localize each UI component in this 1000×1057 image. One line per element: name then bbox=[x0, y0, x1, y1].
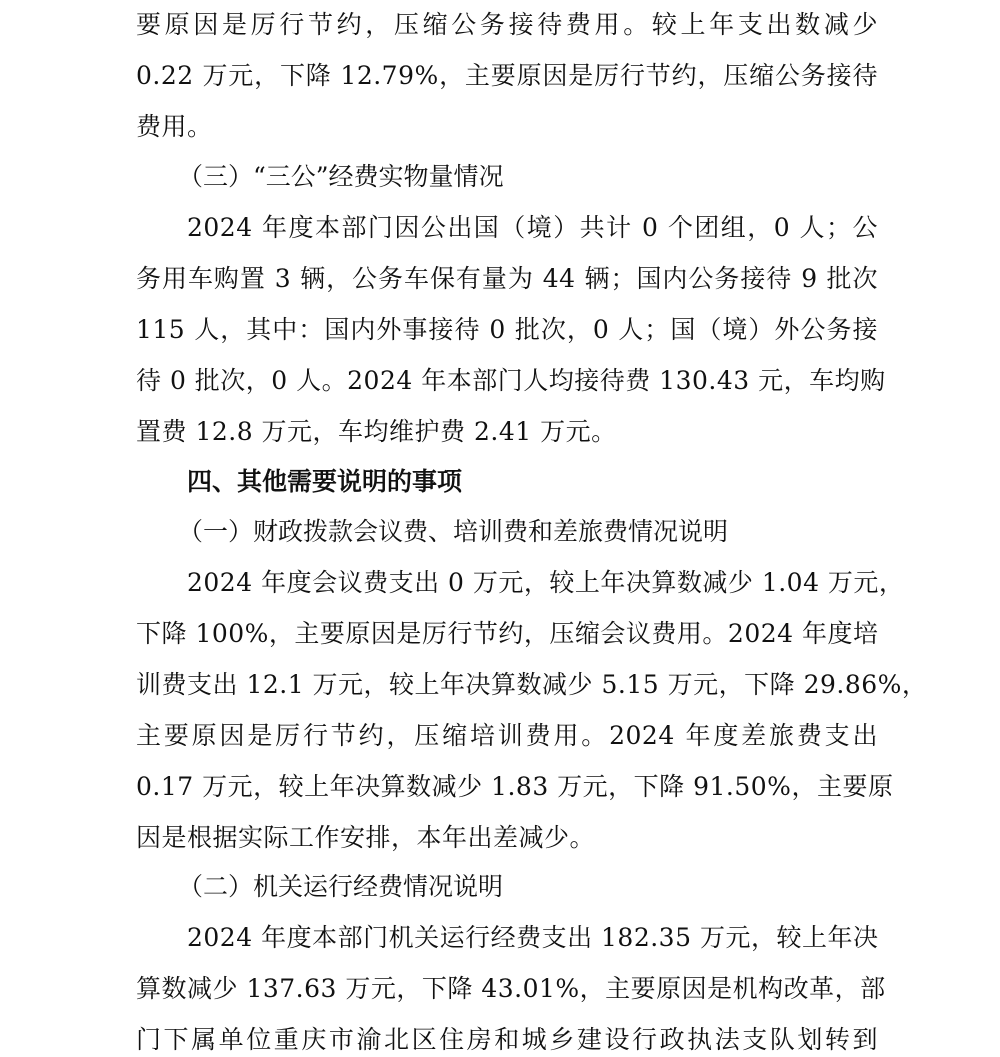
section-heading-three-public-quantity: （三）“三公”经费实物量情况 bbox=[178, 162, 504, 191]
text-line: 2024 年度会议费支出 0 万元，较上年决算数减少 1.04 万元， bbox=[187, 568, 905, 597]
text-line: 2024 年度本部门机关运行经费支出 182.35 万元，较上年决 bbox=[187, 923, 879, 952]
text-line: 置费 12.8 万元，车均维护费 2.41 万元。 bbox=[136, 417, 617, 446]
text-line: 下降 100%，主要原因是厉行节约，压缩会议费用。2024 年度培 bbox=[136, 619, 879, 648]
section-heading-other-matters: 四、其他需要说明的事项 bbox=[187, 467, 463, 496]
text-line: 算数减少 137.63 万元，下降 43.01%，主要原因是机构改革，部 bbox=[136, 974, 886, 1003]
section-heading-meeting-training-travel: （一）财政拨款会议费、培训费和差旅费情况说明 bbox=[178, 517, 729, 546]
text-line: 务用车购置 3 辆，公务车保有量为 44 辆；国内公务接待 9 批次 bbox=[136, 264, 878, 293]
text-line: 要原因是厉行节约，压缩公务接待费用。较上年支出数减少 bbox=[136, 10, 878, 39]
text-line: 门下属单位重庆市渝北区住房和城乡建设行政执法支队划转到 bbox=[136, 1025, 878, 1054]
text-line: 2024 年度本部门因公出国（境）共计 0 个团组，0 人；公 bbox=[187, 213, 878, 242]
text-line: 因是根据实际工作安排，本年出差减少。 bbox=[136, 823, 596, 852]
text-line: 主要原因是厉行节约，压缩培训费用。2024 年度差旅费支出 bbox=[136, 721, 878, 750]
text-line: 费用。 bbox=[136, 112, 213, 141]
text-line: 115 人，其中：国内外事接待 0 批次，0 人；国（境）外公务接 bbox=[136, 315, 878, 344]
section-heading-operation-funds: （二）机关运行经费情况说明 bbox=[178, 872, 504, 901]
text-line: 训费支出 12.1 万元，较上年决算数减少 5.15 万元，下降 29.86%， bbox=[136, 670, 928, 699]
text-line: 0.17 万元，较上年决算数减少 1.83 万元，下降 91.50%，主要原 bbox=[136, 772, 894, 801]
text-line: 0.22 万元，下降 12.79%，主要原因是厉行节约，压缩公务接待 bbox=[136, 61, 878, 90]
text-line: 待 0 批次，0 人。2024 年本部门人均接待费 130.43 元，车均购 bbox=[136, 366, 886, 395]
